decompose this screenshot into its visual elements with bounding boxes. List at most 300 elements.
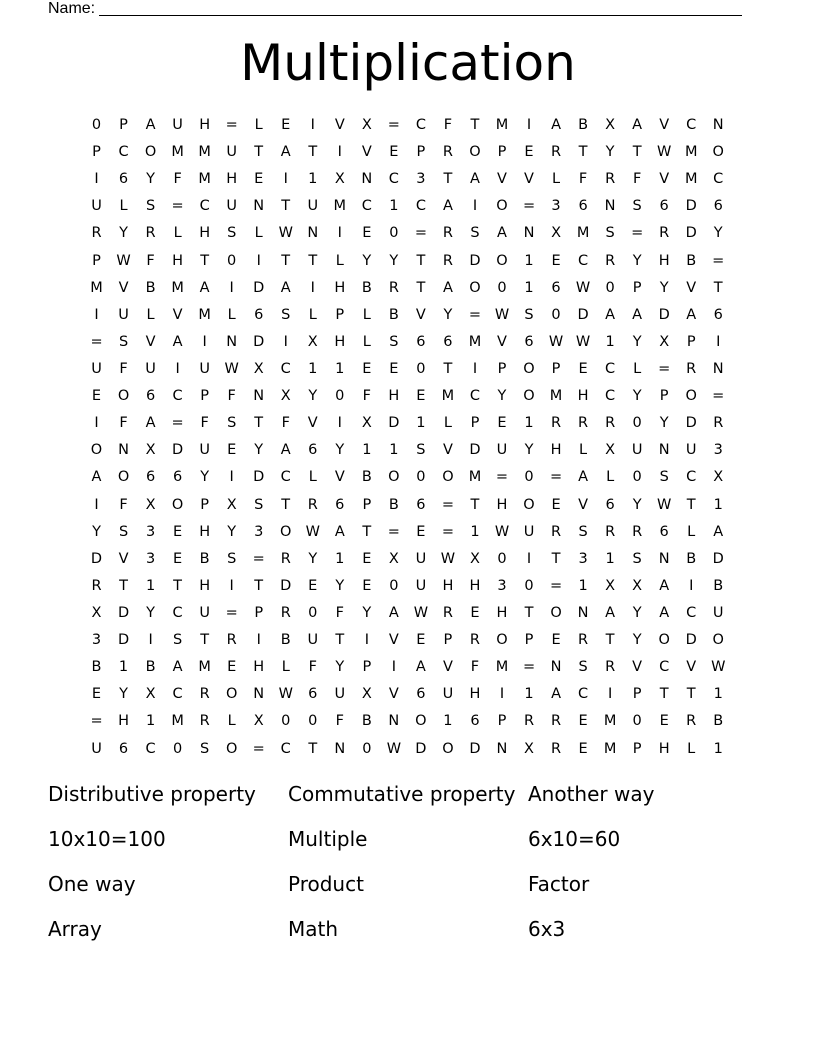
grid-letter: I bbox=[310, 279, 315, 296]
grid-letter: D bbox=[469, 252, 481, 269]
grid-letter: N bbox=[388, 713, 400, 730]
grid-letter: T bbox=[578, 144, 588, 161]
grid-letter: 0 bbox=[308, 604, 318, 621]
grid-letter: O bbox=[442, 740, 454, 757]
grid-letter: Y bbox=[335, 577, 345, 594]
grid-letter: U bbox=[523, 523, 535, 540]
grid-letter: P bbox=[119, 117, 128, 133]
grid-letter: T bbox=[335, 632, 345, 649]
grid-letter: O bbox=[415, 713, 427, 730]
grid-letter: B bbox=[686, 550, 697, 567]
grid-letter: L bbox=[633, 360, 642, 377]
grid-letter: B bbox=[686, 252, 697, 269]
grid-letter: = bbox=[658, 360, 671, 377]
grid-letter: L bbox=[606, 469, 615, 486]
grid-letter: I bbox=[94, 496, 99, 513]
grid-letter: Y bbox=[659, 415, 669, 432]
grid-letter: 6 bbox=[308, 442, 318, 459]
grid-letter: T bbox=[524, 604, 534, 621]
grid-letter: M bbox=[495, 117, 509, 133]
grid-letter: 6 bbox=[524, 333, 534, 350]
grid-letter: = bbox=[252, 550, 265, 567]
grid-letter: W bbox=[657, 144, 672, 161]
grid-letter: D bbox=[685, 415, 697, 432]
grid-letter: R bbox=[605, 659, 616, 676]
grid-letter: T bbox=[416, 252, 426, 269]
grid-letter: 0 bbox=[497, 279, 507, 296]
grid-letter: = bbox=[90, 333, 103, 350]
grid-letter: R bbox=[199, 686, 210, 703]
grid-letter: Y bbox=[389, 252, 399, 269]
grid-letter: 0 bbox=[335, 388, 345, 405]
grid-letter: S bbox=[145, 198, 156, 215]
grid-letter: R bbox=[280, 604, 291, 621]
grid-letter: 1 bbox=[524, 279, 534, 296]
grid-letter: M bbox=[90, 279, 103, 296]
grid-letter: H bbox=[469, 686, 481, 703]
grid-letter: = bbox=[549, 577, 563, 594]
grid-letter: F bbox=[119, 415, 128, 432]
grid-letter: P bbox=[200, 496, 210, 513]
grid-letter: D bbox=[712, 550, 724, 567]
grid-letter: P bbox=[200, 388, 210, 405]
grid-letter: B bbox=[361, 279, 372, 296]
grid-letter: R bbox=[578, 632, 589, 649]
grid-letter: X bbox=[605, 577, 616, 594]
grid-letter: Y bbox=[146, 171, 155, 188]
grid-letter: D bbox=[577, 306, 589, 323]
grid-letter: P bbox=[551, 360, 561, 377]
grid-letter: L bbox=[281, 659, 290, 676]
grid-letter: M bbox=[171, 279, 184, 296]
grid-letter: 1 bbox=[362, 442, 372, 459]
grid-letter: S bbox=[605, 225, 615, 242]
grid-letter: S bbox=[254, 496, 264, 513]
grid-letter: V bbox=[686, 279, 697, 296]
grid-letter: X bbox=[361, 415, 372, 432]
grid-letter: Y bbox=[92, 523, 101, 540]
grid-letter: S bbox=[227, 225, 237, 242]
grid-letter: 1 bbox=[389, 442, 399, 459]
grid-letter: 0 bbox=[551, 306, 561, 323]
grid-letter: = bbox=[225, 604, 238, 621]
grid-letter: Y bbox=[632, 333, 642, 350]
grid-letter: 6 bbox=[659, 523, 669, 540]
grid-letter: B bbox=[388, 496, 399, 513]
grid-letter: P bbox=[362, 659, 372, 676]
grid-letter: 0 bbox=[416, 360, 426, 377]
grid-letter: Y bbox=[335, 659, 345, 676]
grid-letter: N bbox=[226, 333, 238, 350]
grid-letter: H bbox=[658, 252, 670, 269]
grid-letter: P bbox=[497, 713, 507, 730]
grid-letter: U bbox=[91, 740, 102, 757]
grid-letter: R bbox=[91, 225, 102, 242]
grid-letter: T bbox=[443, 360, 453, 377]
grid-letter: S bbox=[578, 523, 588, 540]
grid-letter: 0 bbox=[91, 117, 102, 133]
grid-letter: E bbox=[362, 550, 372, 567]
grid-letter: B bbox=[578, 117, 589, 133]
grid-letter: C bbox=[659, 659, 670, 676]
grid-letter: H bbox=[199, 117, 211, 133]
grid-letter: N bbox=[253, 198, 265, 215]
grid-letter: Y bbox=[632, 604, 642, 621]
grid-letter: Y bbox=[497, 388, 507, 405]
grid-letter: A bbox=[91, 469, 102, 486]
grid-letter: S bbox=[659, 469, 669, 486]
grid-letter: M bbox=[441, 388, 455, 405]
grid-letter: I bbox=[526, 117, 532, 133]
grid-letter: S bbox=[632, 198, 642, 215]
grid-letter: V bbox=[388, 632, 399, 649]
grid-letter: P bbox=[92, 252, 101, 269]
grid-letter: 6 bbox=[145, 469, 156, 486]
grid-letter: M bbox=[198, 171, 211, 188]
grid-letter: X bbox=[334, 171, 345, 188]
grid-letter: H bbox=[550, 442, 562, 459]
grid-letter: U bbox=[172, 117, 183, 133]
grid-letter: R bbox=[686, 360, 697, 377]
grid-letter: R bbox=[578, 415, 589, 432]
grid-letter: W bbox=[548, 333, 564, 350]
grid-letter: 1 bbox=[335, 550, 345, 567]
grid-letter: L bbox=[687, 523, 696, 540]
grid-letter: B bbox=[280, 632, 291, 649]
grid-letter: C bbox=[388, 171, 399, 188]
grid-letter: = bbox=[387, 117, 400, 133]
grid-letter: R bbox=[605, 252, 616, 269]
grid-letter: I bbox=[229, 279, 234, 296]
grid-letter: T bbox=[551, 550, 561, 567]
grid-letter: B bbox=[713, 713, 724, 730]
grid-letter: R bbox=[91, 577, 102, 594]
grid-letter: S bbox=[416, 442, 426, 459]
word-bank-item: Math bbox=[288, 917, 339, 941]
grid-letter: Y bbox=[632, 252, 642, 269]
grid-letter: R bbox=[442, 252, 453, 269]
grid-letter: O bbox=[496, 198, 508, 215]
grid-letter: V bbox=[118, 550, 129, 567]
grid-letter: O bbox=[523, 360, 535, 377]
word-bank-item: Commutative property bbox=[288, 782, 516, 806]
grid-letter: D bbox=[685, 198, 697, 215]
grid-letter: F bbox=[470, 659, 480, 676]
grid-letter: I bbox=[364, 632, 369, 649]
grid-letter: D bbox=[253, 469, 265, 486]
grid-letter: D bbox=[117, 604, 130, 621]
grid-letter: E bbox=[470, 604, 480, 621]
grid-letter: D bbox=[253, 333, 265, 350]
grid-letter: L bbox=[687, 740, 696, 757]
grid-letter: U bbox=[631, 442, 643, 459]
grid-letter: L bbox=[362, 333, 371, 350]
grid-letter: 3 bbox=[578, 550, 588, 567]
grid-letter: X bbox=[226, 496, 237, 513]
grid-letter: H bbox=[199, 577, 211, 594]
grid-letter: U bbox=[226, 144, 237, 161]
grid-letter: 0 bbox=[308, 713, 318, 730]
grid-letter: U bbox=[307, 632, 319, 649]
grid-letter: I bbox=[607, 686, 613, 703]
grid-letter: X bbox=[280, 388, 291, 405]
grid-letter: S bbox=[632, 550, 642, 567]
grid-letter: A bbox=[172, 659, 183, 676]
grid-letter: = bbox=[522, 659, 536, 676]
grid-letter: V bbox=[415, 306, 426, 323]
grid-letter: O bbox=[523, 388, 535, 405]
grid-letter: H bbox=[118, 713, 129, 730]
grid-letter: V bbox=[659, 117, 670, 133]
grid-letter: P bbox=[632, 740, 642, 757]
name-label: Name: bbox=[48, 0, 96, 17]
grid-letter: S bbox=[524, 306, 534, 323]
grid-letter: = bbox=[252, 740, 265, 757]
grid-letter: T bbox=[254, 144, 264, 161]
grid-letter: R bbox=[605, 415, 616, 432]
grid-letter: F bbox=[119, 360, 128, 377]
grid-letter: E bbox=[578, 713, 588, 730]
grid-letter: W bbox=[711, 659, 726, 676]
grid-letter: S bbox=[227, 550, 237, 567]
name-blank-rule bbox=[99, 15, 742, 16]
grid-letter: M bbox=[549, 388, 563, 405]
grid-letter: C bbox=[578, 686, 589, 703]
grid-letter: R bbox=[605, 171, 616, 188]
grid-letter: L bbox=[308, 469, 317, 486]
grid-letter: 1 bbox=[713, 740, 723, 757]
grid-letter: 1 bbox=[308, 171, 318, 188]
grid-letter: P bbox=[524, 632, 534, 649]
grid-letter: C bbox=[172, 388, 183, 405]
word-bank-item: Factor bbox=[528, 872, 590, 896]
grid-letter: A bbox=[659, 577, 670, 594]
grid-letter: U bbox=[199, 442, 210, 459]
grid-letter: V bbox=[659, 171, 670, 188]
grid-letter: S bbox=[470, 225, 480, 242]
grid-letter: V bbox=[118, 279, 129, 296]
grid-letter: Y bbox=[659, 279, 669, 296]
grid-letter: E bbox=[362, 360, 372, 377]
grid-letter: R bbox=[388, 279, 399, 296]
grid-letter: C bbox=[686, 117, 697, 133]
grid-letter: S bbox=[118, 523, 129, 540]
grid-letter: 0 bbox=[632, 469, 642, 486]
grid-letter: N bbox=[712, 117, 724, 133]
grid-letter: S bbox=[578, 659, 588, 676]
grid-letter: F bbox=[578, 171, 588, 188]
grid-letter: E bbox=[416, 523, 426, 540]
grid-letter: X bbox=[388, 550, 399, 567]
grid-letter: V bbox=[442, 659, 453, 676]
grid-letter: D bbox=[172, 442, 184, 459]
grid-letter: M bbox=[603, 740, 617, 757]
grid-letter: E bbox=[551, 252, 561, 269]
grid-letter: T bbox=[362, 523, 372, 540]
grid-letter: R bbox=[551, 415, 562, 432]
grid-letter: Y bbox=[443, 306, 453, 323]
grid-letter: P bbox=[254, 604, 264, 621]
grid-letter: O bbox=[712, 632, 724, 649]
grid-letter: Y bbox=[119, 686, 128, 703]
name-line bbox=[48, 0, 748, 18]
grid-letter: S bbox=[200, 740, 210, 757]
grid-letter: F bbox=[362, 388, 371, 405]
grid-letter: T bbox=[632, 144, 642, 161]
grid-letter: A bbox=[280, 442, 291, 459]
grid-letter: S bbox=[389, 333, 399, 350]
grid-letter: V bbox=[524, 171, 534, 188]
word-bank-item: Product bbox=[288, 872, 364, 896]
grid-letter: M bbox=[198, 144, 211, 161]
grid-letter: A bbox=[632, 117, 643, 133]
grid-letter: A bbox=[145, 117, 156, 133]
grid-letter: A bbox=[280, 279, 291, 296]
grid-letter: N bbox=[577, 604, 589, 621]
grid-letter: B bbox=[713, 577, 724, 594]
grid-letter: I bbox=[689, 577, 694, 594]
grid-letter: O bbox=[171, 496, 184, 513]
word-bank-item: 10x10=100 bbox=[48, 827, 166, 851]
grid-letter: I bbox=[148, 632, 153, 649]
grid-letter: N bbox=[658, 550, 670, 567]
grid-letter: P bbox=[416, 144, 426, 161]
grid-letter: S bbox=[173, 632, 183, 649]
grid-letter: C bbox=[118, 144, 129, 161]
grid-letter: 6 bbox=[713, 306, 723, 323]
grid-letter: A bbox=[172, 333, 183, 350]
grid-letter: A bbox=[605, 306, 616, 323]
grid-letter: P bbox=[470, 415, 480, 432]
grid-letter: U bbox=[118, 306, 129, 323]
grid-letter: N bbox=[523, 225, 535, 242]
grid-letter: 6 bbox=[470, 713, 480, 730]
grid-letter: V bbox=[334, 469, 345, 486]
grid-letter: O bbox=[469, 144, 481, 161]
grid-letter: T bbox=[308, 252, 318, 269]
grid-letter: X bbox=[361, 686, 372, 703]
grid-letter: V bbox=[497, 171, 507, 188]
grid-letter: C bbox=[605, 360, 616, 377]
grid-letter: 3 bbox=[551, 198, 561, 215]
grid-letter: 1 bbox=[605, 333, 615, 350]
grid-letter: 6 bbox=[335, 496, 345, 513]
grid-letter: 1 bbox=[335, 360, 345, 377]
grid-letter: = bbox=[171, 198, 184, 215]
grid-letter: 0 bbox=[605, 279, 615, 296]
grid-letter: 6 bbox=[172, 469, 183, 486]
grid-letter: T bbox=[686, 496, 696, 513]
grid-letter: R bbox=[442, 604, 453, 621]
grid-letter: D bbox=[253, 279, 265, 296]
grid-letter: S bbox=[281, 306, 291, 323]
grid-letter: F bbox=[119, 496, 128, 513]
grid-letter: D bbox=[469, 740, 481, 757]
grid-letter: D bbox=[658, 306, 670, 323]
grid-letter: = bbox=[414, 225, 427, 242]
grid-letter: W bbox=[440, 550, 456, 567]
grid-letter: T bbox=[281, 496, 291, 513]
grid-letter: E bbox=[551, 496, 561, 513]
grid-letter: H bbox=[334, 279, 346, 296]
grid-letter: 0 bbox=[389, 225, 399, 242]
grid-letter: N bbox=[361, 171, 373, 188]
grid-letter: Y bbox=[227, 523, 237, 540]
grid-letter: L bbox=[254, 225, 263, 242]
grid-letter: U bbox=[712, 604, 724, 621]
grid-letter: H bbox=[199, 523, 211, 540]
grid-letter: M bbox=[495, 659, 509, 676]
grid-letter: X bbox=[361, 117, 372, 133]
grid-letter: = bbox=[712, 252, 725, 269]
grid-letter: 6 bbox=[416, 686, 426, 703]
grid-letter: I bbox=[229, 469, 234, 486]
grid-letter: U bbox=[496, 442, 508, 459]
grid-letter: = bbox=[712, 388, 725, 405]
grid-letter: C bbox=[280, 740, 291, 757]
word-bank-item: Array bbox=[48, 917, 102, 941]
grid-letter: F bbox=[443, 117, 453, 133]
grid-letter: T bbox=[173, 577, 183, 594]
grid-letter: Y bbox=[362, 252, 372, 269]
word-bank-item: 6x3 bbox=[528, 917, 566, 941]
grid-letter: E bbox=[362, 577, 372, 594]
grid-letter: A bbox=[280, 144, 291, 161]
grid-letter: U bbox=[199, 604, 210, 621]
grid-letter: M bbox=[468, 469, 482, 486]
grid-letter: A bbox=[497, 225, 507, 242]
grid-letter: A bbox=[686, 306, 697, 323]
grid-letter: I bbox=[337, 225, 342, 242]
grid-letter: O bbox=[442, 469, 454, 486]
grid-letter: W bbox=[494, 523, 510, 540]
grid-letter: 1 bbox=[416, 415, 426, 432]
grid-letter: V bbox=[334, 117, 345, 133]
grid-letter: P bbox=[362, 496, 372, 513]
grid-letter: A bbox=[145, 415, 156, 432]
grid-letter: A bbox=[469, 171, 480, 188]
grid-letter: E bbox=[659, 713, 669, 730]
grid-letter: X bbox=[605, 117, 616, 133]
grid-letter: A bbox=[605, 604, 616, 621]
grid-letter: E bbox=[281, 117, 291, 133]
grid-letter: E bbox=[227, 442, 237, 459]
grid-letter: O bbox=[225, 686, 238, 703]
grid-letter: 0 bbox=[281, 713, 291, 730]
grid-letter: R bbox=[551, 144, 562, 161]
grid-letter: X bbox=[713, 469, 724, 486]
grid-letter: N bbox=[253, 686, 265, 703]
grid-letter: E bbox=[551, 632, 561, 649]
grid-letter: C bbox=[172, 686, 183, 703]
grid-letter: P bbox=[497, 144, 507, 161]
grid-letter: I bbox=[94, 171, 99, 188]
grid-letter: N bbox=[550, 659, 562, 676]
grid-letter: I bbox=[94, 306, 99, 323]
grid-letter: Y bbox=[632, 496, 642, 513]
grid-letter: O bbox=[496, 632, 508, 649]
grid-letter: = bbox=[90, 713, 103, 730]
grid-letter: Y bbox=[605, 144, 615, 161]
grid-letter: U bbox=[307, 198, 319, 215]
grid-letter: L bbox=[443, 415, 452, 432]
grid-letter: O bbox=[712, 144, 724, 161]
grid-letter: 1 bbox=[713, 496, 723, 513]
grid-letter: R bbox=[659, 225, 670, 242]
grid-letter: R bbox=[226, 632, 237, 649]
grid-letter: H bbox=[334, 333, 346, 350]
grid-letter: C bbox=[415, 117, 426, 133]
